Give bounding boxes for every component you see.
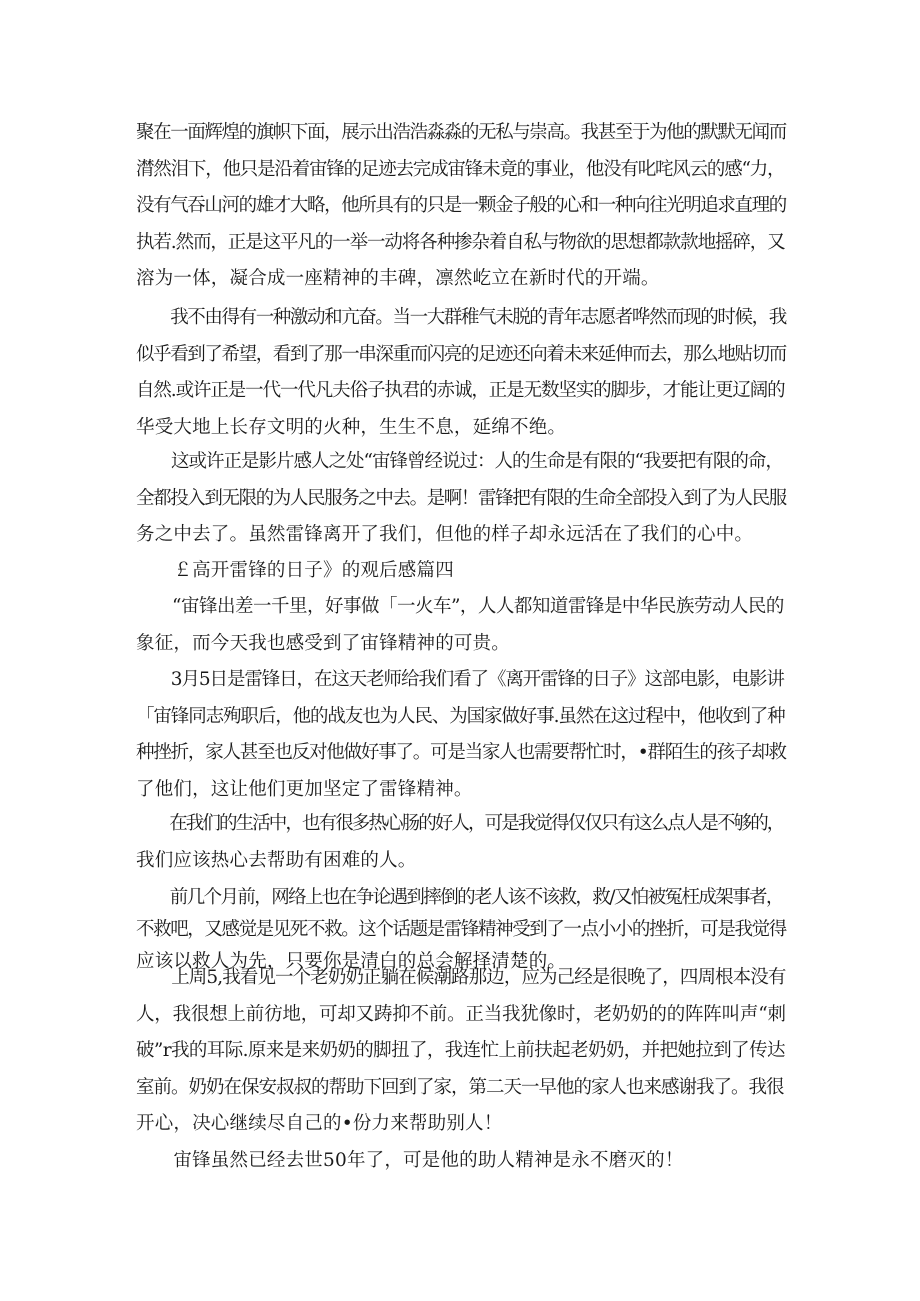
text-line: 务之中去了。虽然雷锋离开了我们，但他的样子却永远活在了我们的心中。 [136,524,754,545]
paragraph-7 [136,806,786,879]
text-line: 似乎看到了希望，看到了那一串深重而闪亮的足迹还向着未来延伸而去，那么地贴切而 [136,343,786,365]
text-line: 人，我很想上前彷地，可却又踌抑不前。正当我犹像时，老奶奶的的阵阵叫声“刺 [136,1003,786,1025]
text-line: 我们应该热心去帮助有困难的人。 [136,849,417,871]
text-line: 这或许正是影片感人之处“宙锋曾经说过：人的生命是有限的“我要把有限的命， [136,451,783,472]
text-line: 3月5日是雷锋日，在这天老师给我们看了《离开雷锋的日子》这部电影，电影讲 [136,669,784,690]
text-line: 全都投入到无限的为人民服务之中去。是啊！雷锋把有限的生命全部投入到了为人民服 [136,487,786,509]
text-line: 聚在一面辉煌的旗帜下面，展示出浩浩淼淼的无私与崇高。我甚至于为他的默默无闻而 [136,122,786,143]
section-heading [136,553,786,590]
text-line: 开心，决心继续尽自己的•份力来帮助别人！ [136,1113,503,1134]
text-line: 自然.或许正是一代一代凡夫俗子执君的赤诚，正是无数坚实的脚步，才能让更辽阔的 [136,380,785,401]
text-line: 前几个月前，网络上也在争论遇到摔倒的老人该不该救，救/又怕被冤枉成架事者， [136,887,783,908]
text-line: 执若.然而，正是这平凡的一举一动将各种掺杂着自私与物欲的思想都款款地摇碎，又 [136,231,785,253]
text-line: 了他们，这让他们更加坚定了雷锋精神。 [136,778,473,800]
text-line: 在我们的生活中，也有很多热心肠的好人，可是我觉得仅仅只有这么点人是不够的， [136,813,784,834]
text-line: 象征，而今天我也感受到了宙锋精神的可贵。 [136,632,511,654]
text-line: 应该以救人为先，只要你是清白的总会解择清楚的。 [136,951,567,972]
text-line: 上周5,我看见一个老奶奶正躺在候潮路那边，应为己经是很晚了，四周根本没有 [136,967,786,988]
text-line: 宙锋虽然已经去世50年了，可是他的助人精神是永不磨灭的！ [136,1150,684,1171]
text-line: 「宙锋同志殉职后，他的战友也为人民、为国家做好事.虽然在这过程中，他收到了种 [136,705,785,727]
paragraph-5 [136,589,786,662]
text-line: 没有气吞山河的雄才大略，他所具有的只是一颗金子般的心和一种向往光明追求直理的 [136,195,786,216]
paragraph-9 [136,960,786,1143]
paragraph-10 [136,1143,786,1180]
paragraph-2 [136,300,786,446]
text-line: 华受大地上长存文明的火种，生生不息，延绵不绝。 [136,416,567,438]
text-line: 潸然泪下，他只是沿着宙锋的足迹去完成宙锋未竟的事业，他没有叱咤风云的感“力， [136,158,785,180]
text-line: 种挫折，家人甚至也反对他做好事了。可是当家人也需要帮忙时，•群陌生的孩子却救 [136,742,786,763]
paragraph-3 [136,444,786,554]
section-heading-text: ￡高开雷锋的日子》的观后感篇四 [136,560,454,581]
text-line: 室前。奶奶在保安叔叔的帮助下回到了家，第二天一早他的家人也来感谢我了。我很 [136,1076,784,1098]
text-line: 溶为一体，凝合成一座精神的丰碑，凛然屹立在新时代的开端。 [136,268,660,289]
text-line: 不救吧，又感觉是见死不救。这个话题是雷锋精神受到了一点小小的挫折，可是我觉得 [136,919,786,940]
text-line: 我不由得有一种激动和亢奋。当一大群稚气未脱的青年志愿者哗然而现的时候，我 [136,307,786,328]
text-line: “宙锋出差一千里，好事做「一火车”，人人都知道雷锋是中华民族劳动人民的 [136,596,784,617]
paragraph-6 [136,662,786,808]
text-line: 破”r我的耳际.原来是来奶奶的脚扭了，我连忙上前扶起老奶奶，并把她拉到了传达 [136,1040,785,1061]
paragraph-1 [136,115,786,298]
